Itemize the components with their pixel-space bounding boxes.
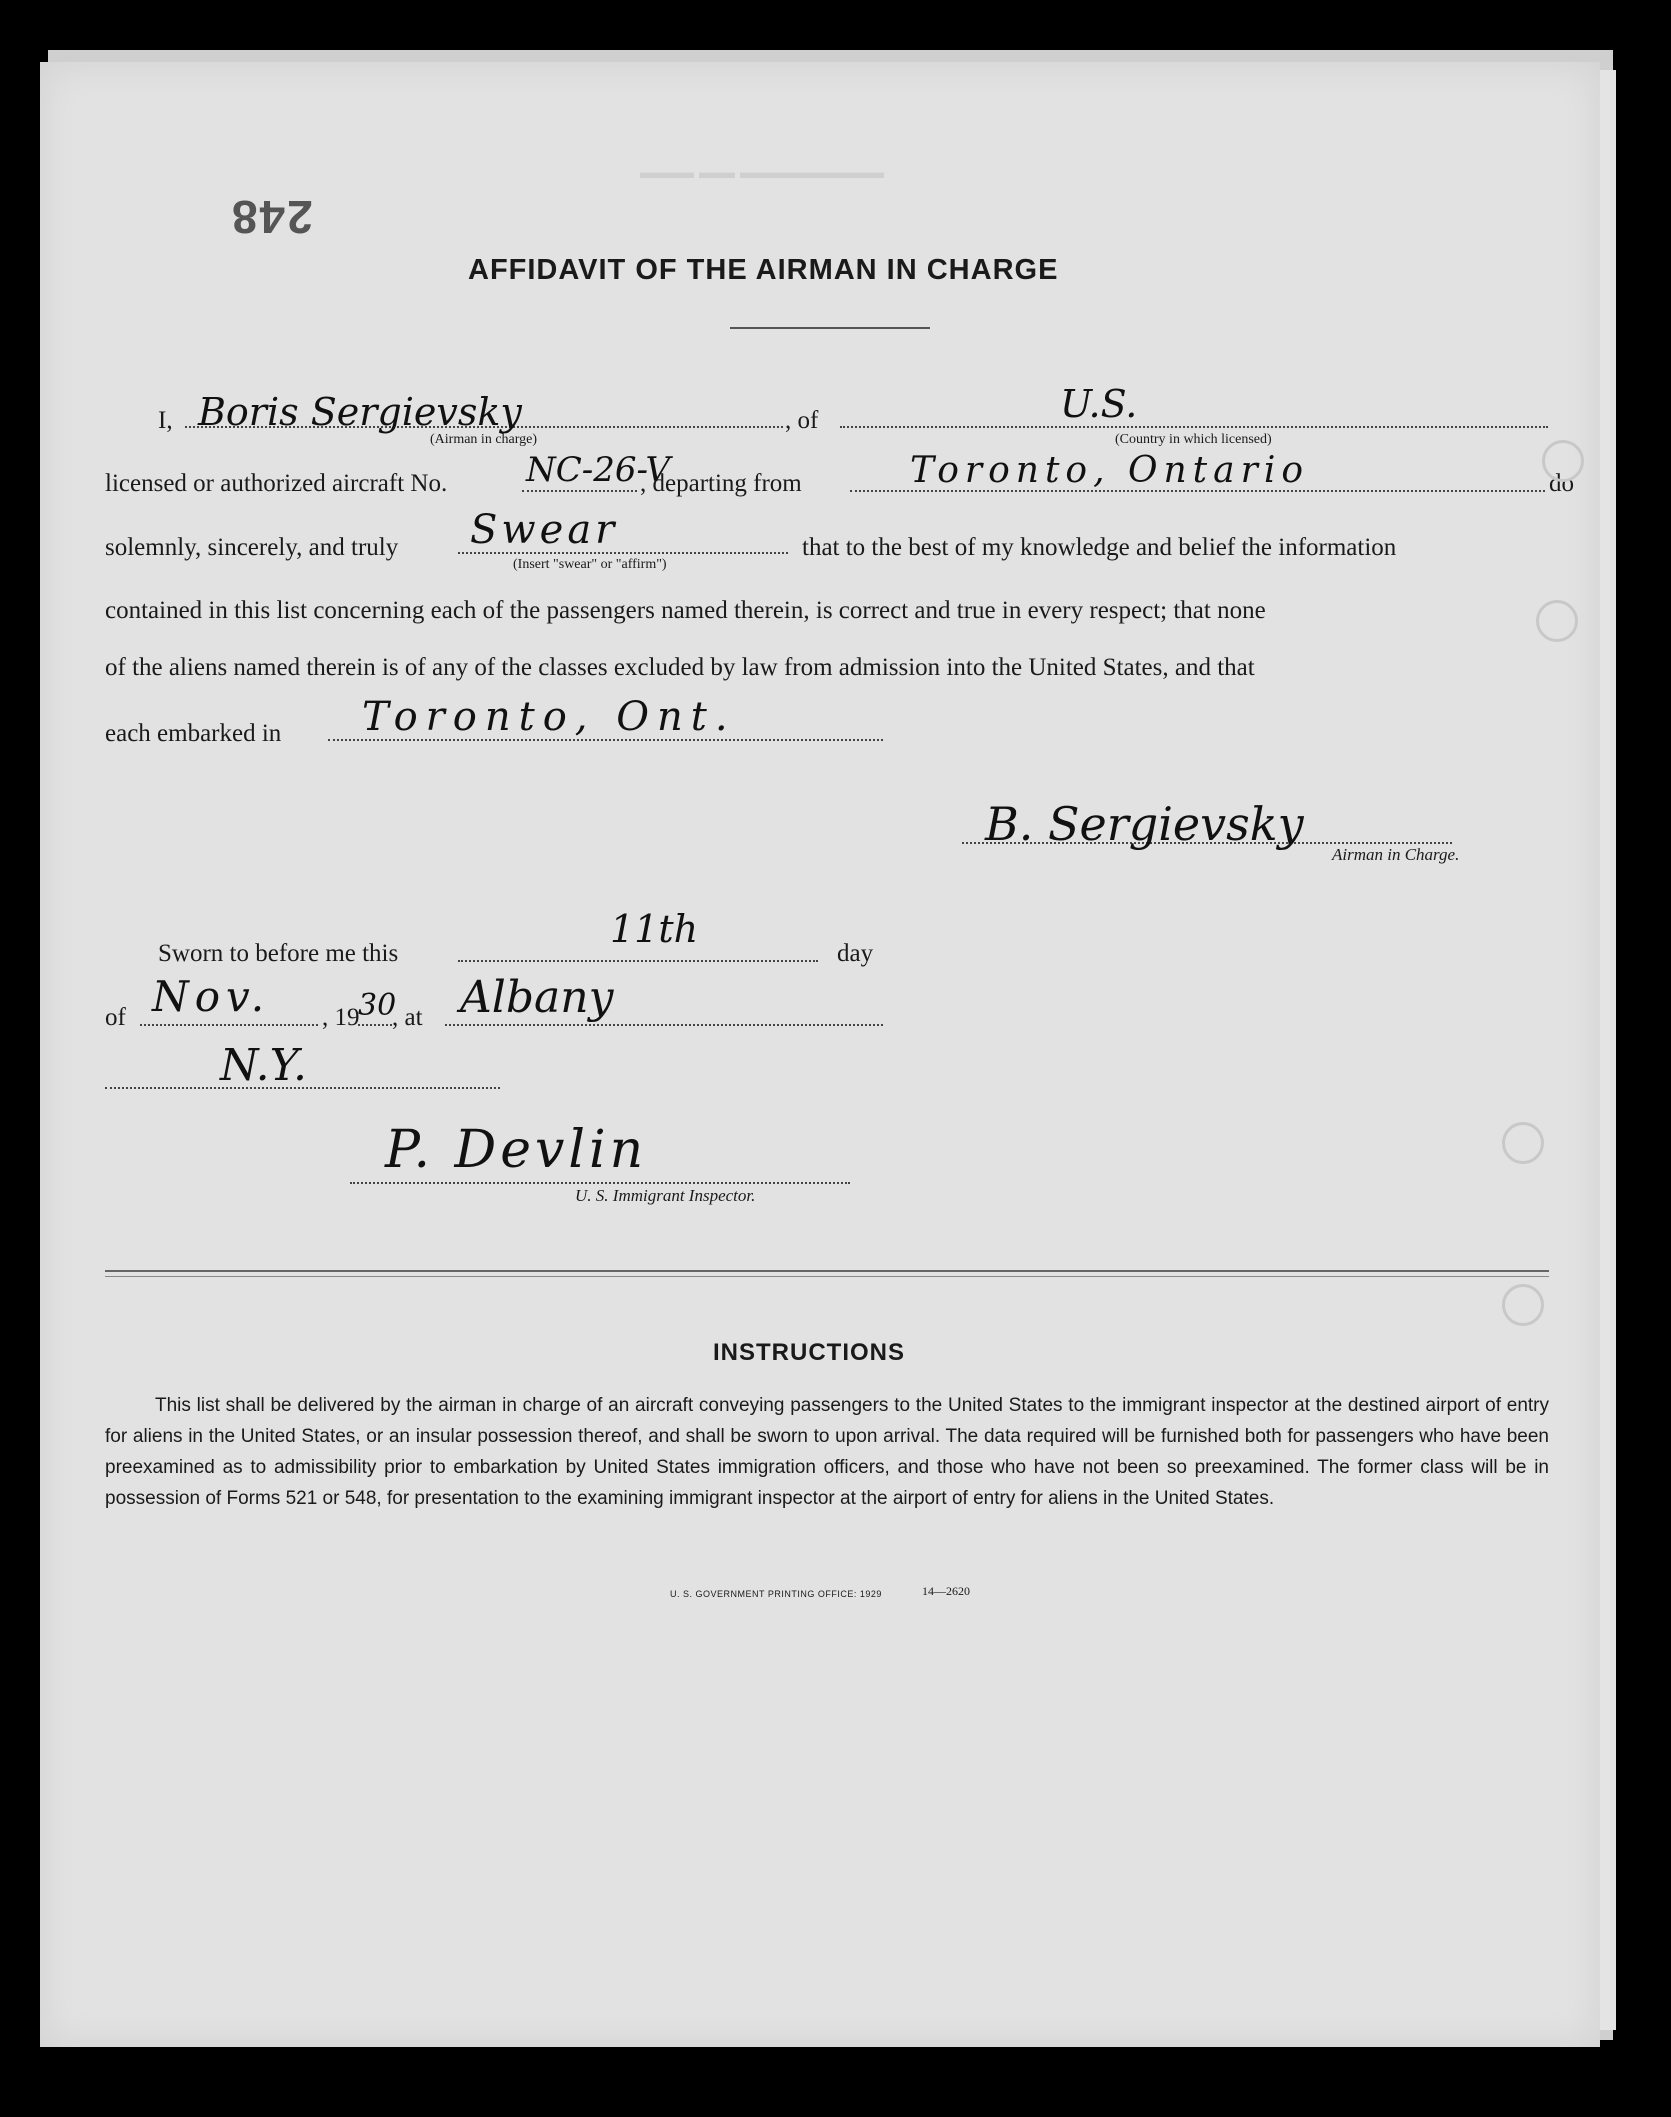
line2-prefix: licensed or authorized aircraft No. — [105, 470, 448, 497]
aircraft-no-field — [522, 490, 637, 492]
airman-signature: B. Sergievsky — [985, 797, 1304, 851]
departing-label: , departing from — [640, 470, 802, 497]
form-number: 14—2620 — [922, 1584, 970, 1598]
punch-hole — [1536, 600, 1578, 642]
place-value: Albany — [460, 972, 614, 1023]
punch-hole — [1542, 440, 1584, 482]
line4-text: contained in this list concerning each of the passengers named therein, is correct and true in every respect; that none — [105, 597, 1266, 624]
affidavit-page — [40, 62, 1600, 2047]
title-underline — [730, 327, 930, 329]
line6-prefix: each embarked in — [105, 720, 282, 747]
month-field — [140, 1024, 318, 1026]
place-field — [445, 1024, 883, 1026]
country-value: U.S. — [1060, 382, 1138, 426]
page-title: AFFIDAVIT OF THE AIRMAN IN CHARGE — [468, 254, 1059, 286]
line3-prefix: solemnly, sincerely, and truly — [105, 534, 399, 561]
instructions-title: INSTRUCTIONS — [713, 1339, 905, 1366]
airman-caption: (Airman in charge) — [430, 432, 538, 447]
line2-suffix: do — [1549, 470, 1574, 497]
printer-imprint: U. S. GOVERNMENT PRINTING OFFICE: 1929 — [670, 1589, 882, 1599]
oath-value: Swear — [470, 507, 619, 553]
country-field — [840, 426, 1548, 428]
airman-name-value: Boris Sergievsky — [198, 390, 522, 434]
year-value: 30 — [358, 988, 397, 1023]
at-label: , at — [392, 1004, 423, 1031]
country-caption: (Country in which licensed) — [1115, 432, 1272, 447]
state-value: N.Y. — [220, 1040, 308, 1091]
section-divider-bottom — [105, 1276, 1549, 1277]
punch-hole — [1502, 1122, 1544, 1164]
sworn-prefix: Sworn to before me this — [158, 940, 399, 967]
line3-suffix: that to the best of my knowledge and belief the information — [802, 534, 1397, 561]
aircraft-no-value: NC-26-V — [526, 450, 671, 490]
inspector-signature: P. Devlin — [385, 1120, 648, 1180]
day-label: day — [837, 940, 874, 967]
of-label: , of — [785, 407, 819, 434]
year-prefix: , 19 — [322, 1004, 360, 1031]
show-through-text: ▬▬▬ ▬▬ ▬▬▬▬▬▬▬▬ — [640, 162, 885, 182]
airman-signature-caption: Airman in Charge. — [1332, 845, 1460, 864]
year-field — [358, 1024, 392, 1026]
line1-prefix: I, — [158, 407, 173, 434]
instructions-body: This list shall be delivered by the airman in charge of an aircraft conveying passengers to the United States to the immigrant inspector at the destined airport of entry for aliens in the United States, or an insular possession thereof, and shall be sworn to upon arrival. The data required will be furnished both for passengers who have been preexamined as to admissibility prior to embarkation by United States immigration officers, and those who have not been so preexamined. The former class will be in possession of Forms 521 or 548, for presentation to the examining immigrant inspector at the airport of entry for aliens in the United States. — [105, 1395, 1549, 1509]
sworn-day-value: 11th — [610, 907, 699, 951]
inspector-signature-line — [350, 1182, 850, 1184]
sworn-day-field — [458, 960, 818, 962]
inspector-caption: U. S. Immigrant Inspector. — [575, 1186, 756, 1205]
embark-value: Toronto, Ont. — [362, 694, 736, 740]
month-value: Nov. — [152, 972, 271, 1021]
stamp-number: 248 — [230, 191, 313, 243]
departure-value: Toronto, Ontario — [910, 450, 1310, 491]
punch-hole — [1502, 1284, 1544, 1326]
section-divider-top — [105, 1270, 1549, 1272]
oath-caption: (Insert "swear" or "affirm") — [513, 557, 667, 572]
month-of-label: of — [105, 1004, 126, 1031]
line5-text: of the aliens named therein is of any of the classes excluded by law from admission into the United States, and that — [105, 654, 1255, 681]
